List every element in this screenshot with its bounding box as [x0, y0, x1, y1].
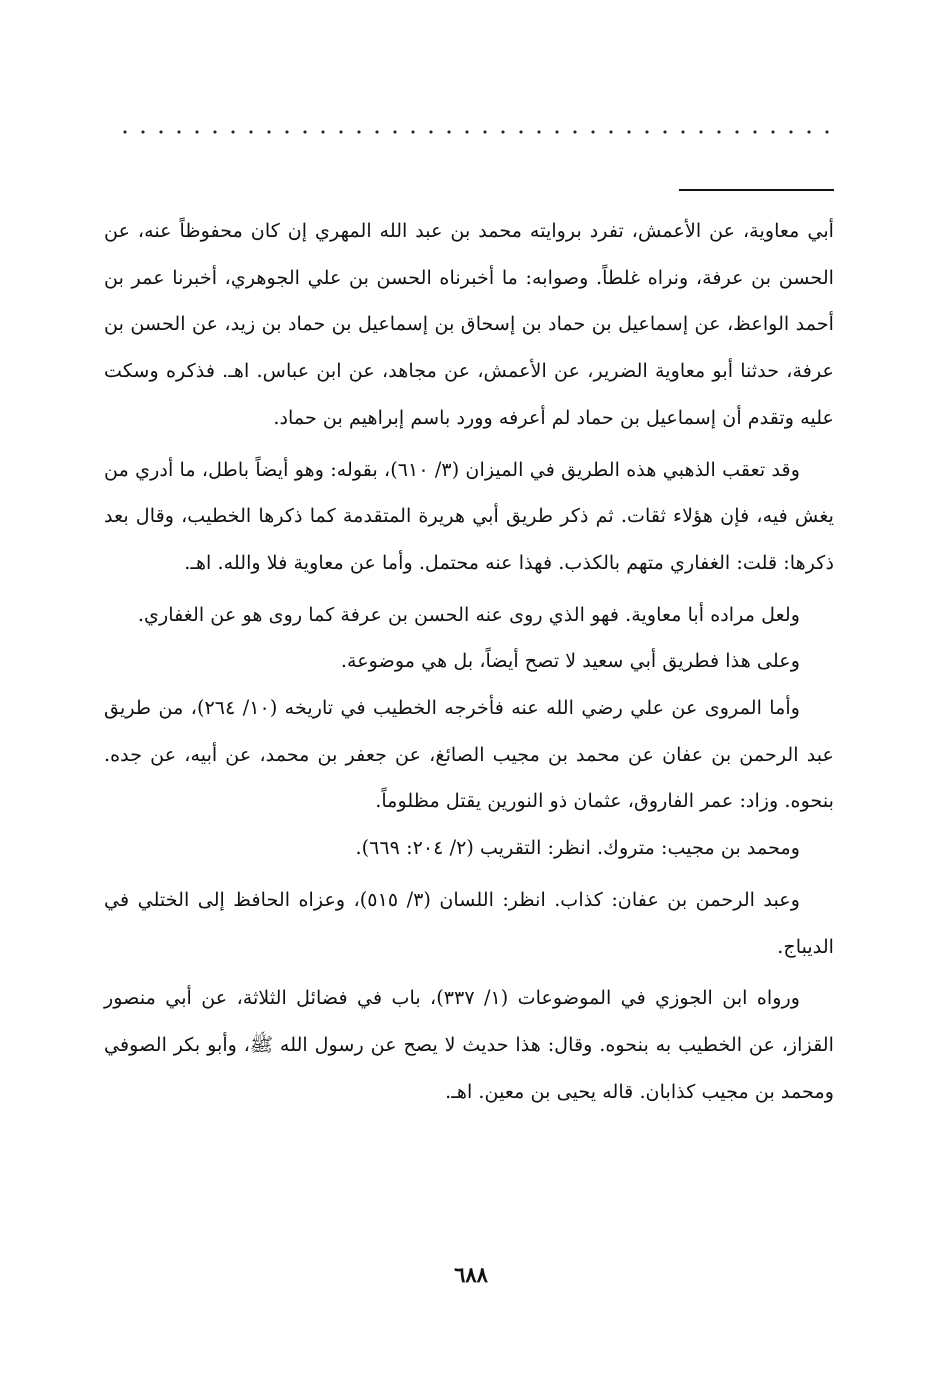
footnote-rule [679, 189, 834, 191]
page-number: ٦٨٨ [454, 1262, 488, 1287]
paragraph-murad: ولعل مراده أبا معاوية. فهو الذي روى عنه الحسن بن عرفة كما روى هو عن الغفاري. [137, 602, 800, 626]
paragraph-ali: وأما المروى عن علي رضي الله عنه فأخرجه الخطيب في تاريخه (١٠/ ٢٦٤)، من طريق عبد الرحمن بن عفان عن محمد بن مجيب الصائغ، عن جعفر بن محمد، عن أبيه، عن جده. بنحوه. وزاد: عمر الفاروق، عثمان ذو النورين يقتل مظلوماً. [104, 696, 834, 813]
page-body [104, 208, 834, 1115]
paragraph-abi-said: وعلى هذا فطريق أبي سعيد لا تصح أيضاً، بل هي موضوعة. [340, 649, 800, 673]
paragraph-dhahabi: وقد تعقب الذهبي هذه الطريق في الميزان (٣/ ٦١٠)، بقوله: وهو أيضاً باطل، ما أدري من يغش فيه، فإن هؤلاء ثقات. ثم ذكر طريق أبي هريرة المتقدمة كما ذكرها الخطيب، وقال بعد ذكرها: قلت: الغفاري متهم بالكذب. فهذا عنه محتمل. وأما عن معاوية فلا والله. اهـ. [104, 457, 834, 574]
paragraph-ibn-jawzi: ورواه ابن الجوزي في الموضوعات (١/ ٣٣٧)، باب في فضائل الثلاثة، عن أبي منصور القزاز، عن الخطيب به بنحوه. وقال: هذا حديث لا يصح عن رسول الله ﷺ، وأبو بكر الصوفي ومحمد بن مجيب كذابان. قاله يحيى بن معين. اهـ. [104, 986, 834, 1103]
paragraph-affan: وعبد الرحمن بن عفان: كذاب. انظر: اللسان (٣/ ٥١٥)، وعزاه الحافظ إلى الختلي في الديباج. [104, 887, 834, 958]
continuation-paragraph: أبي معاوية، عن الأعمش، تفرد بروايته محمد بن عبد الله المهري إن كان محفوظاً عنه، عن الحسن بن عرفة، ونراه غلطاً. وصوابه: ما أخبرناه الحسن بن علي الجوهري، أخبرنا عمر بن أحمد الواعظ، عن إسماعيل بن حماد بن إسحاق بن إسماعيل بن حماد بن زيد، عن الحسن بن عرفة، حدثنا أبو معاوية الضرير، عن الأعمش، عن مجاهد، عن ابن عباس. اهـ. فذكره وسكت عليه وتقدم أن إسماعيل بن حماد لم أعرفه وورد باسم إبراهيم بن حماد. [104, 219, 834, 429]
dotted-separator [116, 130, 832, 134]
paragraph-mujib: ومحمد بن مجيب: متروك. انظر: التقريب (٢/ ٢٠٤: ٦٦٩). [355, 836, 800, 860]
